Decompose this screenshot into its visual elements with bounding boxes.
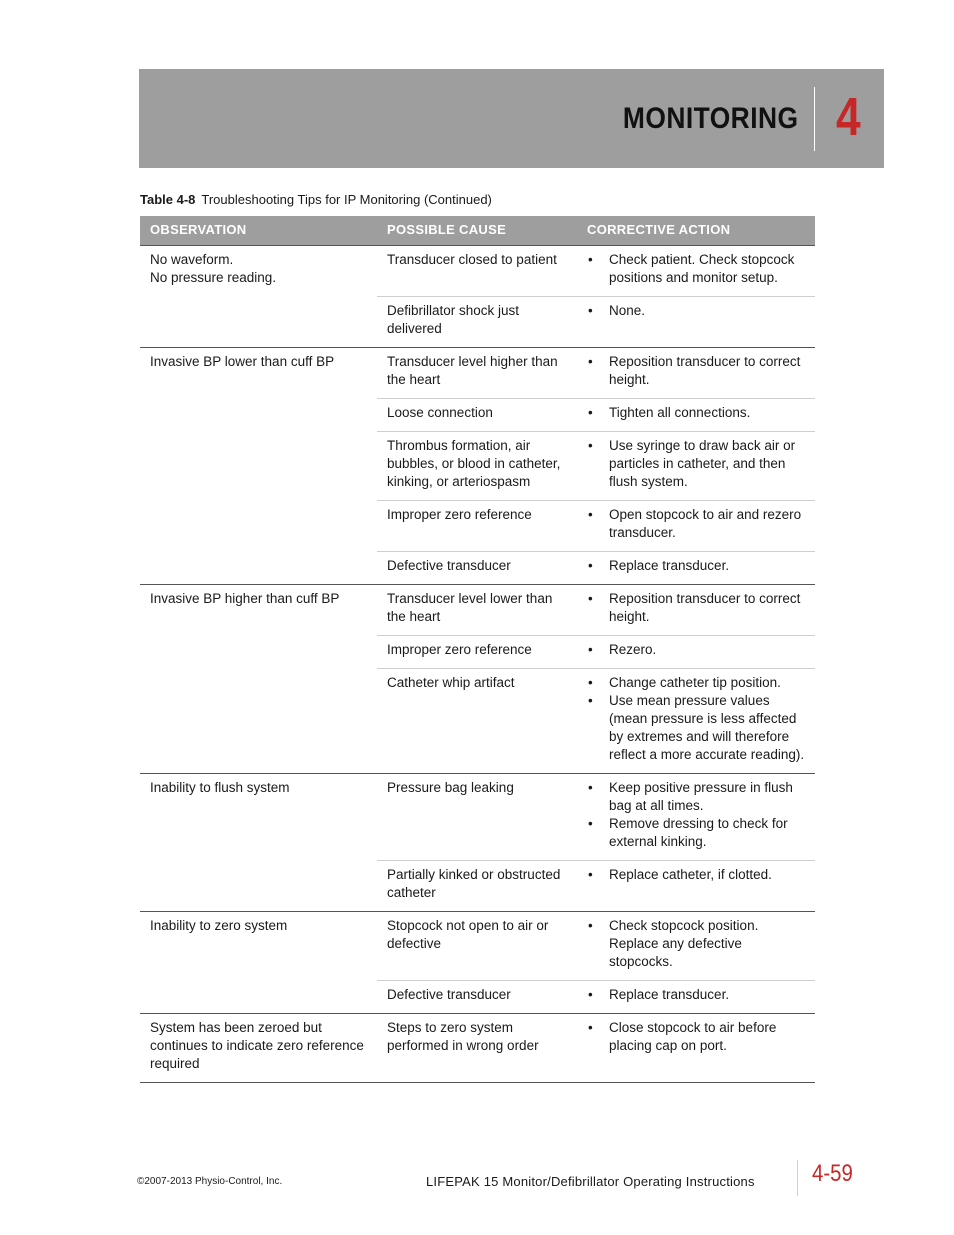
observation-cell: Inability to zero system <box>140 912 377 1014</box>
observation-cell: Invasive BP higher than cuff BP <box>140 585 377 774</box>
table-body <box>140 246 815 1083</box>
observation-cell: Inability to flush system <box>140 774 377 912</box>
possible-cause-cell: Thrombus formation, air bubbles, or blood in catheter, kinking, or arteriospasm <box>377 432 577 501</box>
observation-cell: System has been zeroed but continues to indicate zero reference required <box>140 1014 377 1083</box>
corrective-action-cell <box>577 669 815 774</box>
corrective-action-item: • Check patient. Check stopcock positions and monitor setup. <box>599 251 805 287</box>
corrective-action-cell <box>577 297 815 348</box>
corrective-action-list <box>587 779 805 851</box>
corrective-action-list <box>587 302 805 320</box>
chapter-header-band <box>139 69 884 168</box>
table-row <box>140 912 815 981</box>
table-row <box>140 348 815 399</box>
footer-copyright: ©2007-2013 Physio-Control, Inc. <box>137 1176 283 1187</box>
corrective-action-cell <box>577 348 815 399</box>
corrective-action-cell <box>577 636 815 669</box>
corrective-action-list <box>587 437 805 491</box>
corrective-action-item: • Replace transducer. <box>599 986 805 1004</box>
possible-cause-cell: Catheter whip artifact <box>377 669 577 774</box>
corrective-action-cell <box>577 399 815 432</box>
possible-cause-cell: Transducer closed to patient <box>377 246 577 297</box>
corrective-action-item: • Use syringe to draw back air or particles in catheter, and then flush system. <box>599 437 805 491</box>
corrective-action-list <box>587 251 805 287</box>
corrective-action-item: • Tighten all connections. <box>599 404 805 422</box>
chapter-divider <box>814 87 815 151</box>
corrective-action-list <box>587 866 805 884</box>
observation-cell: Invasive BP lower than cuff BP <box>140 348 377 585</box>
corrective-action-list <box>587 641 805 659</box>
corrective-action-item: • Reposition transducer to correct height. <box>599 353 805 389</box>
table-row <box>140 585 815 636</box>
possible-cause-cell: Transducer level lower than the heart <box>377 585 577 636</box>
possible-cause-cell: Loose connection <box>377 399 577 432</box>
corrective-action-item: • Close stopcock to air before placing cap on port. <box>599 1019 805 1055</box>
possible-cause-cell: Defective transducer <box>377 552 577 585</box>
corrective-action-item: • Reposition transducer to correct height. <box>599 590 805 626</box>
corrective-action-list <box>587 353 805 389</box>
corrective-action-item: • Check stopcock position. Replace any defective stopcocks. <box>599 917 805 971</box>
troubleshooting-table <box>140 216 815 1083</box>
chapter-number: 4 <box>836 87 861 147</box>
possible-cause-cell: Steps to zero system performed in wrong order <box>377 1014 577 1083</box>
corrective-action-cell <box>577 774 815 861</box>
column-header-observation: OBSERVATION <box>140 216 377 246</box>
table-caption-text: Troubleshooting Tips for IP Monitoring (Continued) <box>201 192 492 207</box>
corrective-action-cell <box>577 552 815 585</box>
corrective-action-cell <box>577 1014 815 1083</box>
corrective-action-cell <box>577 981 815 1014</box>
page-number: 4-59 <box>812 1160 853 1187</box>
column-header-corrective-action: CORRECTIVE ACTION <box>577 216 815 246</box>
footer-document-title: LIFEPAK 15 Monitor/Defibrillator Operating Instructions <box>426 1174 755 1189</box>
possible-cause-cell: Transducer level higher than the heart <box>377 348 577 399</box>
corrective-action-item: • Change catheter tip position. <box>599 674 805 692</box>
corrective-action-cell <box>577 912 815 981</box>
table-caption <box>140 192 492 207</box>
possible-cause-cell: Defibrillator shock just delivered <box>377 297 577 348</box>
possible-cause-cell: Improper zero reference <box>377 636 577 669</box>
corrective-action-list <box>587 404 805 422</box>
corrective-action-list <box>587 674 805 764</box>
corrective-action-cell <box>577 246 815 297</box>
column-header-possible-cause: POSSIBLE CAUSE <box>377 216 577 246</box>
possible-cause-cell: Pressure bag leaking <box>377 774 577 861</box>
corrective-action-list <box>587 557 805 575</box>
corrective-action-item: • Rezero. <box>599 641 805 659</box>
corrective-action-list <box>587 1019 805 1055</box>
table-row <box>140 246 815 297</box>
table-row <box>140 774 815 861</box>
possible-cause-cell: Defective transducer <box>377 981 577 1014</box>
corrective-action-item: • Replace catheter, if clotted. <box>599 866 805 884</box>
corrective-action-item: • Use mean pressure values (mean pressure is less affected by extremes and will therefore reflect a more accurate reading). <box>599 692 805 764</box>
corrective-action-item: • Replace transducer. <box>599 557 805 575</box>
corrective-action-item: • Open stopcock to air and rezero transducer. <box>599 506 805 542</box>
corrective-action-list <box>587 506 805 542</box>
corrective-action-item: • None. <box>599 302 805 320</box>
corrective-action-list <box>587 917 805 971</box>
corrective-action-cell <box>577 585 815 636</box>
table-header-row <box>140 216 815 246</box>
table-caption-label: Table 4-8 <box>140 192 196 207</box>
corrective-action-cell <box>577 432 815 501</box>
corrective-action-list <box>587 986 805 1004</box>
corrective-action-list <box>587 590 805 626</box>
possible-cause-cell: Improper zero reference <box>377 501 577 552</box>
possible-cause-cell: Stopcock not open to air or defective <box>377 912 577 981</box>
chapter-title: MONITORING <box>622 102 798 135</box>
possible-cause-cell: Partially kinked or obstructed catheter <box>377 861 577 912</box>
corrective-action-cell <box>577 501 815 552</box>
footer-divider <box>797 1160 798 1196</box>
observation-cell: No waveform. No pressure reading. <box>140 246 377 348</box>
corrective-action-item: • Keep positive pressure in flush bag at all times. <box>599 779 805 815</box>
table-row <box>140 1014 815 1083</box>
corrective-action-cell <box>577 861 815 912</box>
corrective-action-item: • Remove dressing to check for external kinking. <box>599 815 805 851</box>
